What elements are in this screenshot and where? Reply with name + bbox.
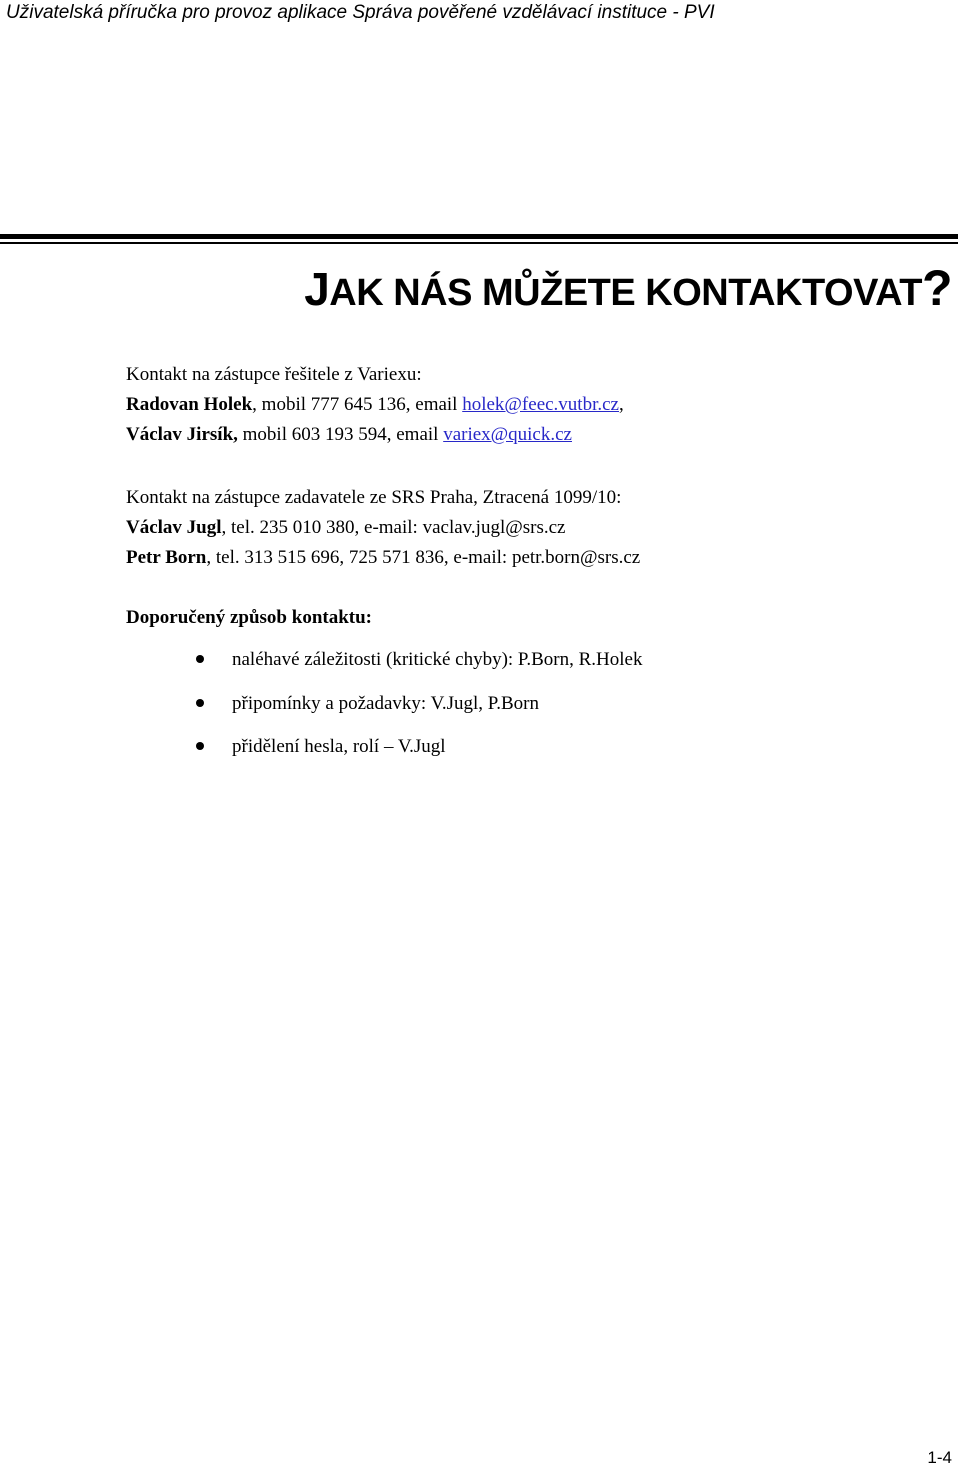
bullet-icon [196,742,204,750]
contact-line [126,543,640,573]
email-link[interactable]: variex@quick.cz [443,424,572,445]
running-header: Uživatelská příručka pro provoz aplikace Správa pověřené vzdělávací instituce - PVI [6,2,715,23]
section-title-question-mark: ? [921,260,952,316]
contact-name: Václav Jirsík, [126,424,238,445]
client-contacts [126,483,640,573]
page-number: 1-4 [927,1448,952,1467]
list-item [196,734,446,760]
recommended-heading: Doporučený způsob kontaktu: [126,607,372,628]
list-item [196,691,539,717]
list-item-text: připomínky a požadavky: V.Jugl, P.Born [232,693,539,714]
section-title-rest: AK NÁS MŮŽETE KONTAKTOVAT [329,272,922,314]
contact-details: , tel. 313 515 696, 725 571 836, e-mail: petr.born@srs.cz [206,547,641,568]
solver-contacts-intro: Kontakt na zástupce řešitele z Variexu: [126,364,422,385]
client-contacts-intro: Kontakt na zástupce zadavatele ze SRS Praha, Ztracená 1099/10: [126,487,622,508]
section-rule-thin [0,242,958,244]
contact-name: Václav Jugl [126,517,222,538]
contact-trailing: , [618,394,624,415]
contact-line [126,513,640,543]
section-title-initial: J [304,263,330,315]
section-rule-thick [0,234,958,239]
solver-contacts [126,360,624,450]
contact-details: , tel. 235 010 380, e-mail: vaclav.jugl@srs.cz [221,517,566,538]
bullet-icon [196,699,204,707]
list-item-text: přidělení hesla, rolí – V.Jugl [232,736,446,757]
list-item [196,647,643,673]
contact-name: Radovan Holek [126,394,253,415]
contact-name: Petr Born [126,547,207,568]
section-title [304,258,952,331]
contact-details: mobil 603 193 594, email [237,424,444,445]
email-link[interactable]: holek@feec.vutbr.cz [462,394,619,415]
bullet-icon [196,655,204,663]
contact-details: , mobil 777 645 136, email [252,394,463,415]
list-item-text: naléhavé záležitosti (kritické chyby): P.Born, R.Holek [232,649,643,670]
contact-line [126,390,624,420]
contact-line [126,420,624,450]
